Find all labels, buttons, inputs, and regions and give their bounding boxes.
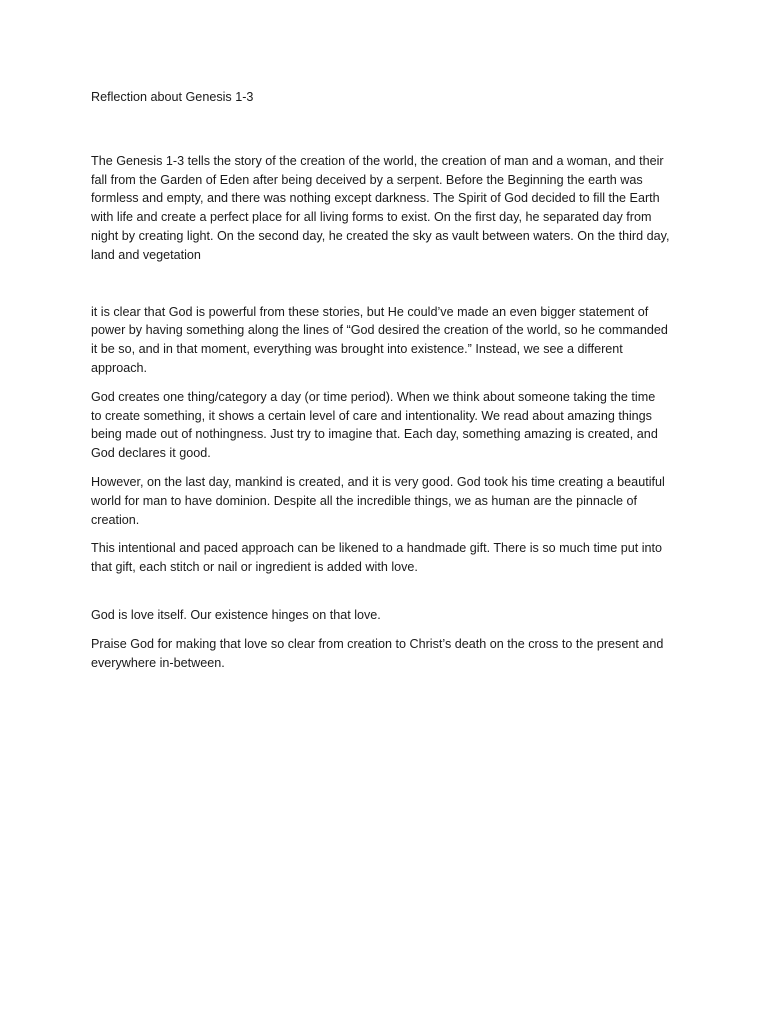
document-body	[91, 88, 681, 672]
paragraph-one-thing-a-day: God creates one thing/category a day (or time period). When we think about someone taking the time to create something, it shows a certain level of care and intentionality. We read about amazing things being made out of nothingness. Just try to imagine that. Each day, something amazing is created, and God declares it good.	[91, 389, 658, 461]
document-title: Reflection about Genesis 1-3	[91, 90, 254, 104]
paragraph-god-is-love: God is love itself. Our existence hinges on that love.	[91, 607, 381, 622]
paragraph-genesis-summary: The Genesis 1-3 tells the story of the creation of the world, the creation of man and a woman, and their fall from the Garden of Eden after being deceived by a serpent. Before the Beginning the earth was formless and empty, and there was nothing except darkness. The Spirit of God decided to fill the Earth with life and create a perfect place for all living forms to exist. On the first day, he separated day from night by creating light. On the second day, he created the sky as vault between waters. On the third day, land and vegetation	[91, 153, 670, 262]
paragraph-praise-god: Praise God for making that love so clear from creation to Christ’s death on the cross to the present and everywhere in-between.	[91, 636, 664, 670]
paragraph-handmade-gift: This intentional and paced approach can be likened to a handmade gift. There is so much time put into that gift, each stitch or nail or ingredient is added with love.	[91, 541, 663, 575]
paragraph-mankind-created: However, on the last day, mankind is created, and it is very good. God took his time creating a beautiful world for man to have dominion. Despite all the incredible things, we as human are the pinnacle of creation.	[91, 474, 665, 527]
paragraph-god-powerful: it is clear that God is powerful from these stories, but He could’ve made an even bigger statement of power by having something along the lines of “God desired the creation of the world, so he commanded it be so, and in that moment, everything was brought into existence.” Instead, we see a different approach.	[91, 304, 668, 375]
